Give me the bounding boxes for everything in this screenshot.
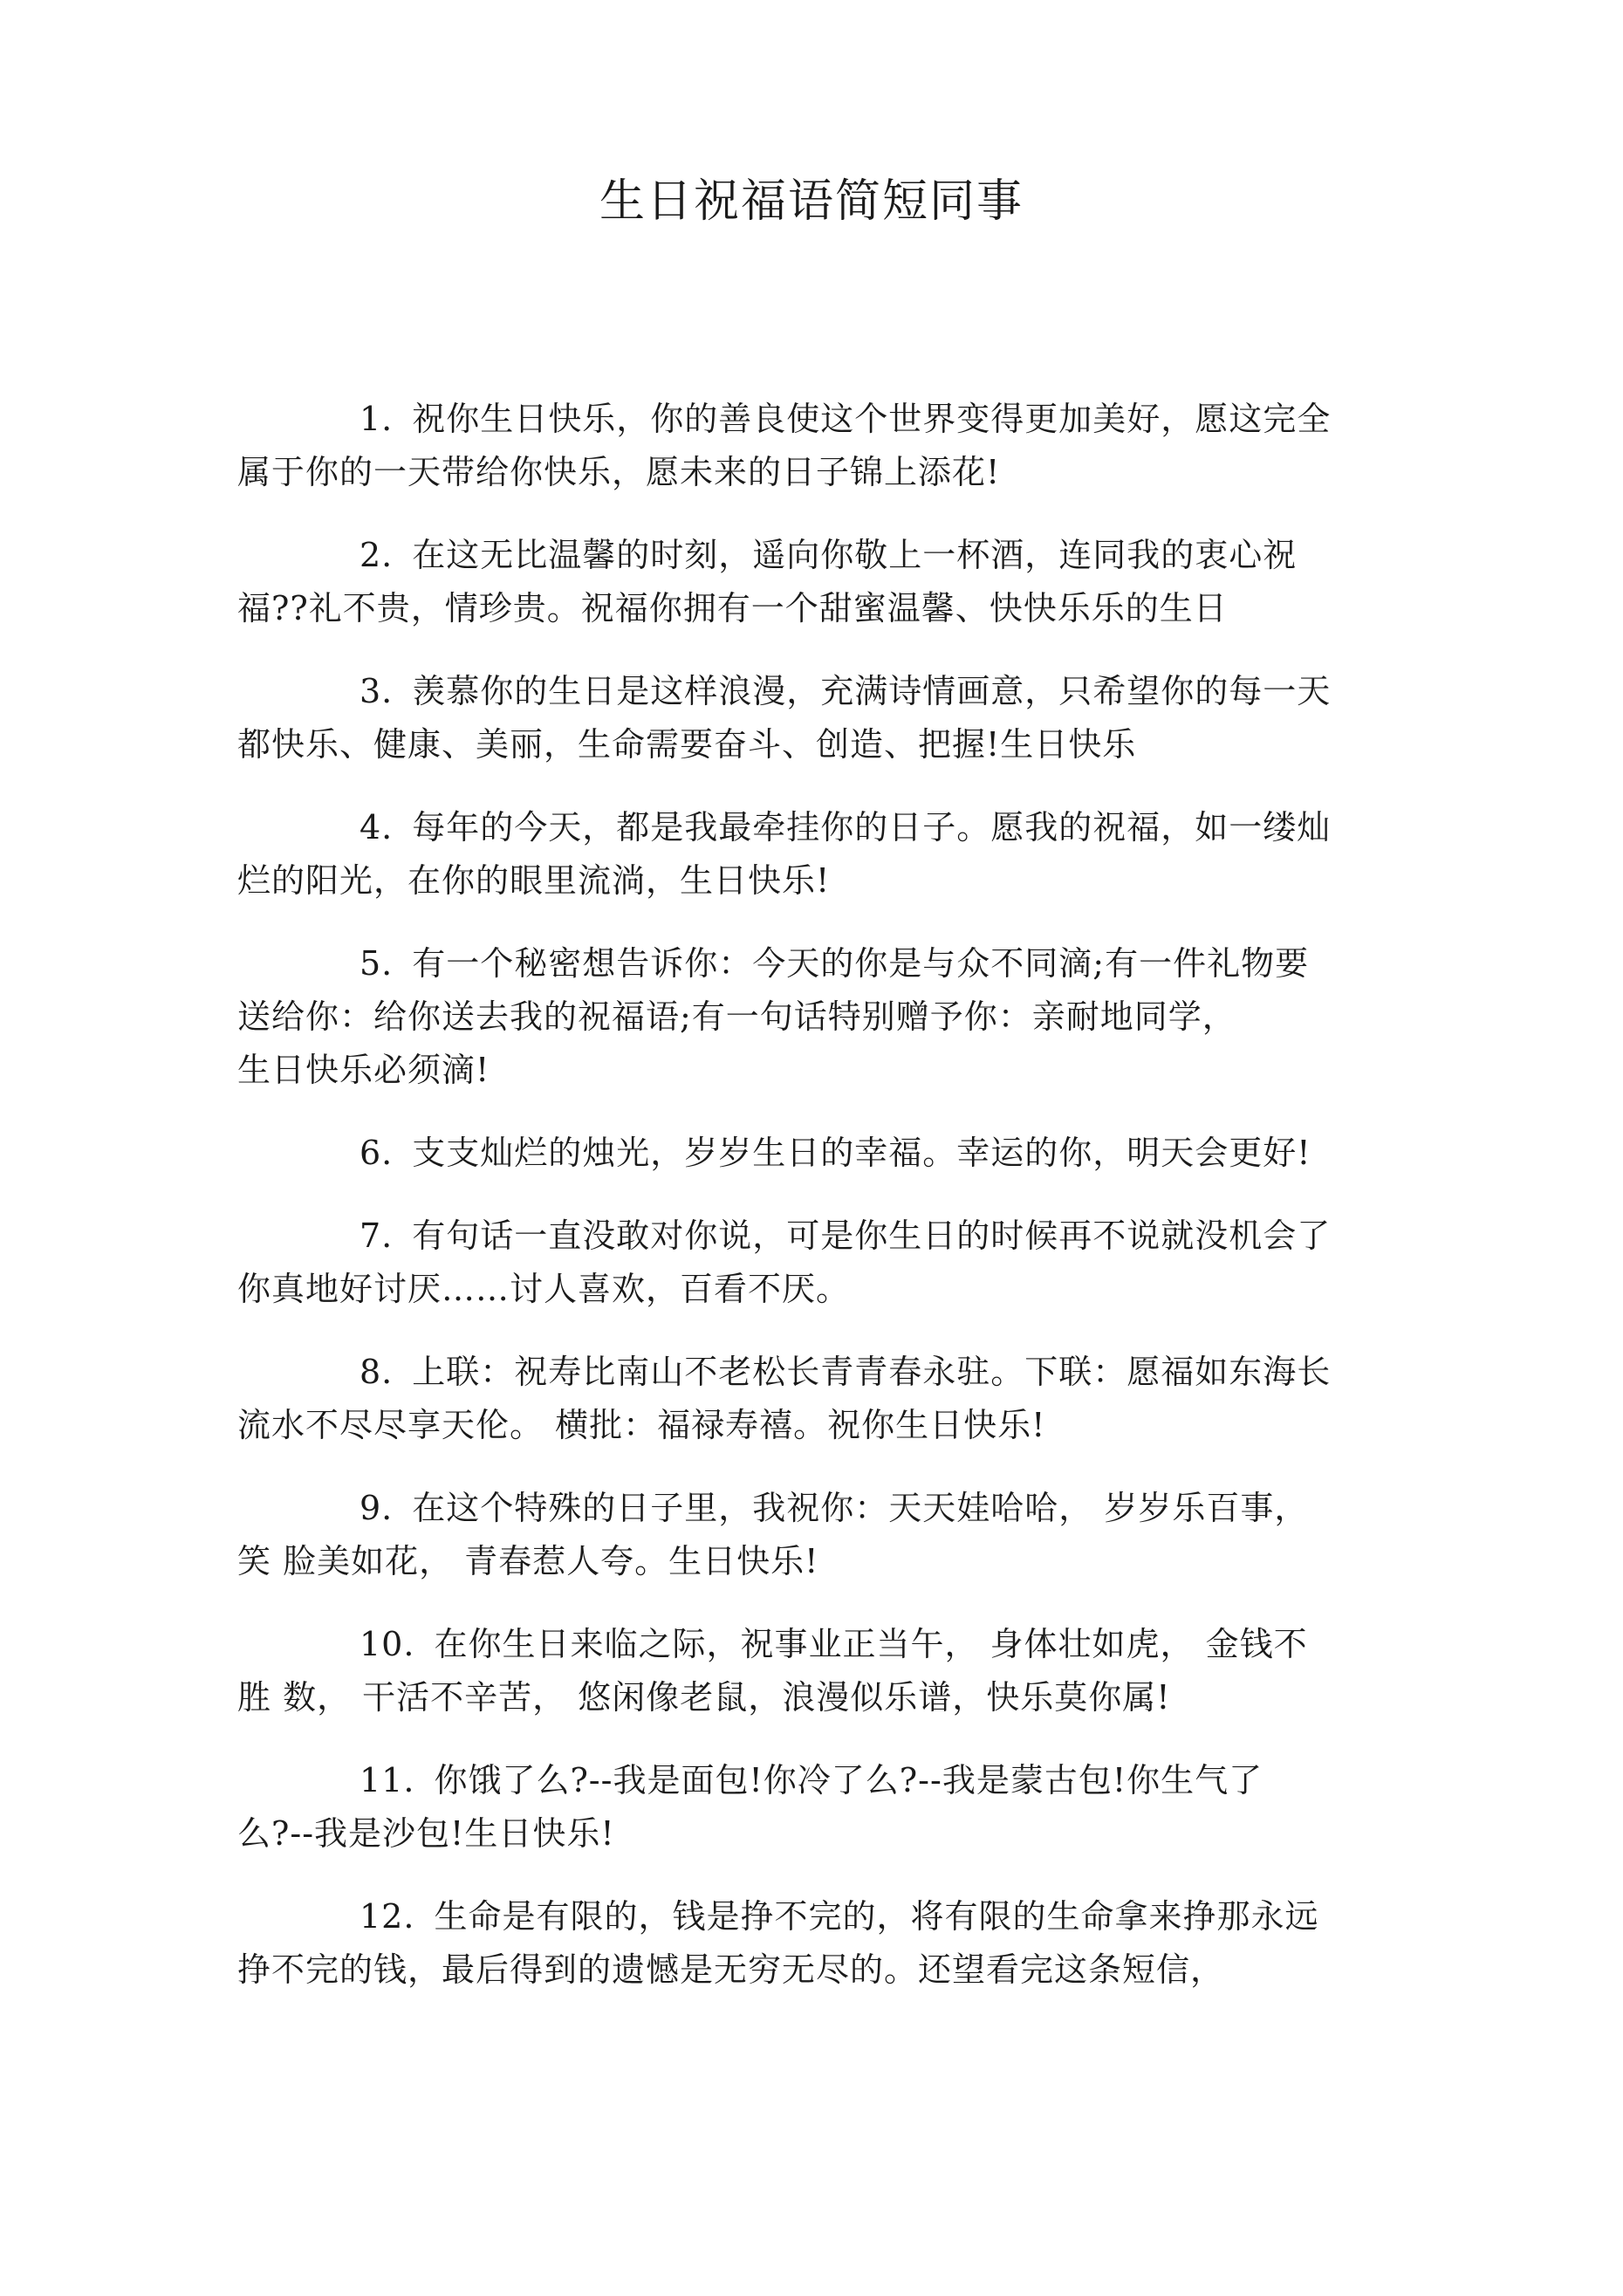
item-line: 有一个秘密想告诉你：今天的你是与众不同滴;有一件礼物要 [412, 944, 1310, 983]
item-line: 属于你的一天带给你快乐，愿未来的日子锦上添花! [237, 453, 1001, 491]
item-line: 每年的今天，都是我最牵挂你的日子。愿我的祝福，如一缕灿 [412, 808, 1332, 846]
item-number: 6. [360, 1134, 394, 1172]
item-line: 福??礼不贵，情珍贵。祝福你拥有一个甜蜜温馨、快快乐乐的生日 [237, 589, 1228, 627]
list-item [237, 1127, 1411, 1180]
page-title: 生日祝福语简短同事 [599, 175, 1024, 228]
list-item [237, 529, 1411, 635]
item-line: 胜 数， 干活不辛苦， 悠闲像老鼠，浪漫似乐谱，快乐莫你属! [237, 1678, 1171, 1717]
item-line: 羡慕你的生日是这样浪漫，充满诗情画意，只希望你的每一天 [412, 672, 1332, 710]
item-line: 么?--我是沙包!生日快乐! [237, 1814, 615, 1853]
list-item [237, 1890, 1411, 1997]
list-item [237, 665, 1411, 771]
list-item [237, 1346, 1411, 1452]
item-number: 5. [360, 944, 394, 983]
item-line: 有句话一直没敢对你说，可是你生日的时候再不说就没机会了 [412, 1217, 1332, 1255]
item-number: 1. [360, 400, 394, 438]
item-line: 在你生日来临之际，祝事业正当午， 身体壮如虎， 金钱不 [434, 1625, 1308, 1663]
item-line: 祝你生日快乐，你的善良使这个世界变得更加美好，愿这完全 [412, 400, 1332, 438]
item-number: 10. [360, 1625, 415, 1663]
item-number: 4. [360, 808, 394, 846]
item-line: 支支灿烂的烛光，岁岁生日的幸福。幸运的你，明天会更好! [412, 1134, 1311, 1172]
item-line: 挣不完的钱，最后得到的遗憾是无穷无尽的。还望看完这条短信， [237, 1950, 1225, 1989]
list-item [237, 1210, 1411, 1316]
list-item [237, 801, 1411, 908]
item-line: 笑 脸美如花， 青春惹人夸。生日快乐! [237, 1542, 819, 1580]
wishes-list [237, 393, 1411, 2026]
item-number: 11. [360, 1761, 415, 1799]
list-item [237, 1618, 1411, 1724]
item-line: 流水不尽尽享天伦。 横批：福禄寿禧。祝你生日快乐! [237, 1406, 1046, 1444]
list-item [237, 393, 1411, 499]
item-number: 2. [360, 536, 394, 574]
list-item [237, 937, 1411, 1097]
item-number: 7. [360, 1217, 394, 1255]
item-number: 3. [360, 672, 394, 710]
item-line: 你饿了么?--我是面包!你冷了么?--我是蒙古包!你生气了 [434, 1761, 1263, 1799]
item-number: 9. [360, 1489, 394, 1527]
item-line: 在这个特殊的日子里，我祝你：天天娃哈哈， 岁岁乐百事， [412, 1489, 1309, 1527]
item-number: 8. [360, 1353, 394, 1391]
item-line: 上联：祝寿比南山不老松长青青春永驻。下联：愿福如东海长 [412, 1353, 1332, 1391]
item-line: 烂的阳光，在你的眼里流淌，生日快乐! [237, 861, 831, 900]
item-line: 生日快乐必须滴! [237, 1051, 490, 1089]
item-line: 送给你：给你送去我的祝福语;有一句话特别赠予你：亲耐地同学， [237, 997, 1236, 1036]
list-item [237, 1482, 1411, 1588]
item-line: 都快乐、健康、美丽，生命需要奋斗、创造、把握!生日快乐 [237, 725, 1137, 764]
list-item [237, 1754, 1411, 1861]
item-line: 在这无比温馨的时刻，遥向你敬上一杯酒，连同我的衷心祝 [412, 536, 1298, 574]
item-number: 12. [360, 1897, 415, 1936]
item-line: 你真地好讨厌……讨人喜欢，百看不厌。 [237, 1270, 851, 1308]
item-line: 生命是有限的，钱是挣不完的，将有限的生命拿来挣那永远 [434, 1897, 1319, 1936]
